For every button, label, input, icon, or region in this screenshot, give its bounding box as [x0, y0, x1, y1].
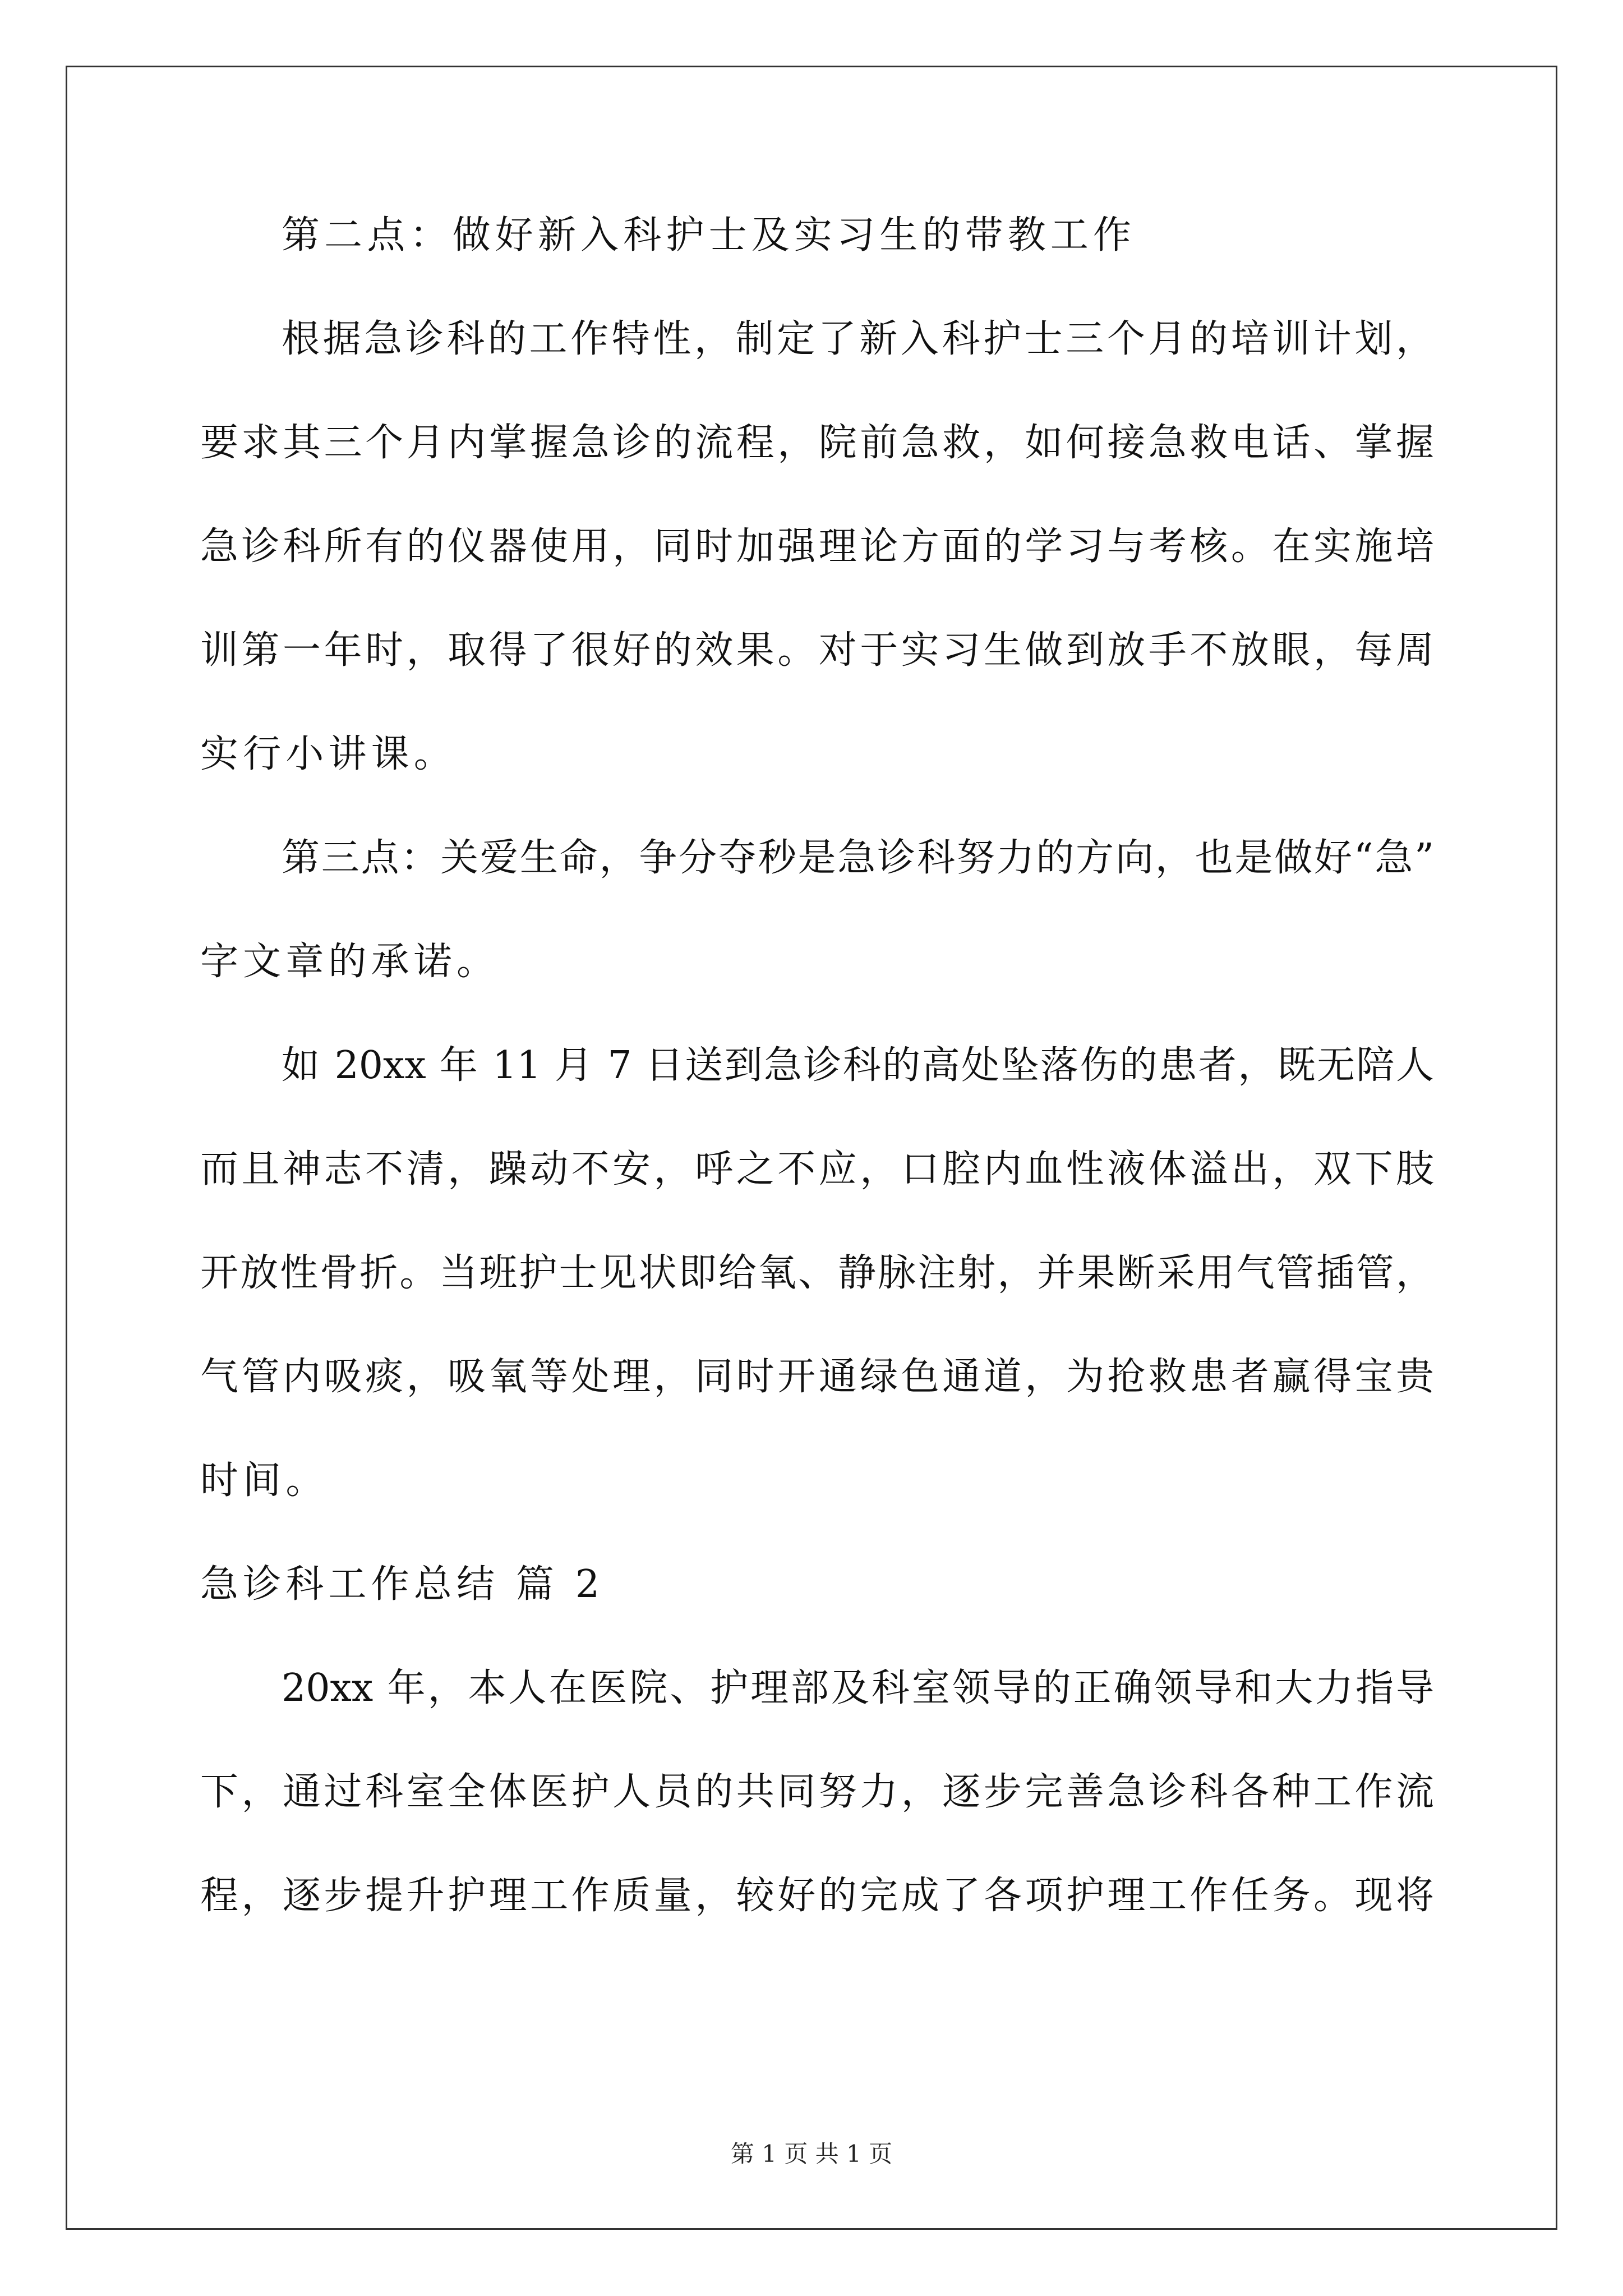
point-2-heading: 第二点：做好新入科护士及实习生的带教工作: [282, 213, 1136, 257]
paragraph-line: 字文章的承诺。: [200, 940, 500, 984]
paragraph-line: 而且神志不清，躁动不安，呼之不应，口腔内血性液体溢出，双下肢: [200, 1147, 1434, 1191]
point-3-heading: 第三点：关爱生命，争分夺秒是急诊科努力的方向，也是做好“急”: [282, 836, 1434, 880]
paragraph-line: 急诊科所有的仪器使用，同时加强理论方面的学习与考核。在实施培: [200, 524, 1434, 569]
paragraph-line: 要求其三个月内掌握急诊的流程，院前急救，如何接急救电话、掌握: [200, 421, 1434, 465]
paragraph-line: 根据急诊科的工作特性，制定了新入科护士三个月的培训计划，: [282, 317, 1434, 361]
paragraph-line: 实行小讲课。: [200, 732, 457, 776]
paragraph-line: 如 20xx 年 11 月 7 日送到急诊科的高处坠落伤的患者，既无陪人: [282, 1043, 1434, 1088]
paragraph-line: 下，通过科室全体医护人员的共同努力，逐步完善急诊科各种工作流: [200, 1770, 1434, 1814]
paragraph-line: 20xx 年，本人在医院、护理部及科室领导的正确领导和大力指导: [282, 1666, 1434, 1710]
paragraph-line: 时间。: [200, 1458, 329, 1503]
paragraph-line: 气管内吸痰，吸氧等处理，同时开通绿色通道，为抢救患者赢得宝贵: [200, 1355, 1434, 1399]
paragraph-line: 开放性骨折。当班护士见状即给氧、静脉注射，并果断采用气管插管，: [200, 1251, 1434, 1295]
paragraph-line: 程，逐步提升护理工作质量，较好的完成了各项护理工作任务。现将: [200, 1874, 1434, 1918]
section-heading: 急诊科工作总结 篇 2: [200, 1562, 605, 1607]
paragraph-line: 训第一年时，取得了很好的效果。对于实习生做到放手不放眼，每周: [200, 628, 1434, 673]
page-footer: 第 1 页 共 1 页: [730, 2140, 893, 2168]
